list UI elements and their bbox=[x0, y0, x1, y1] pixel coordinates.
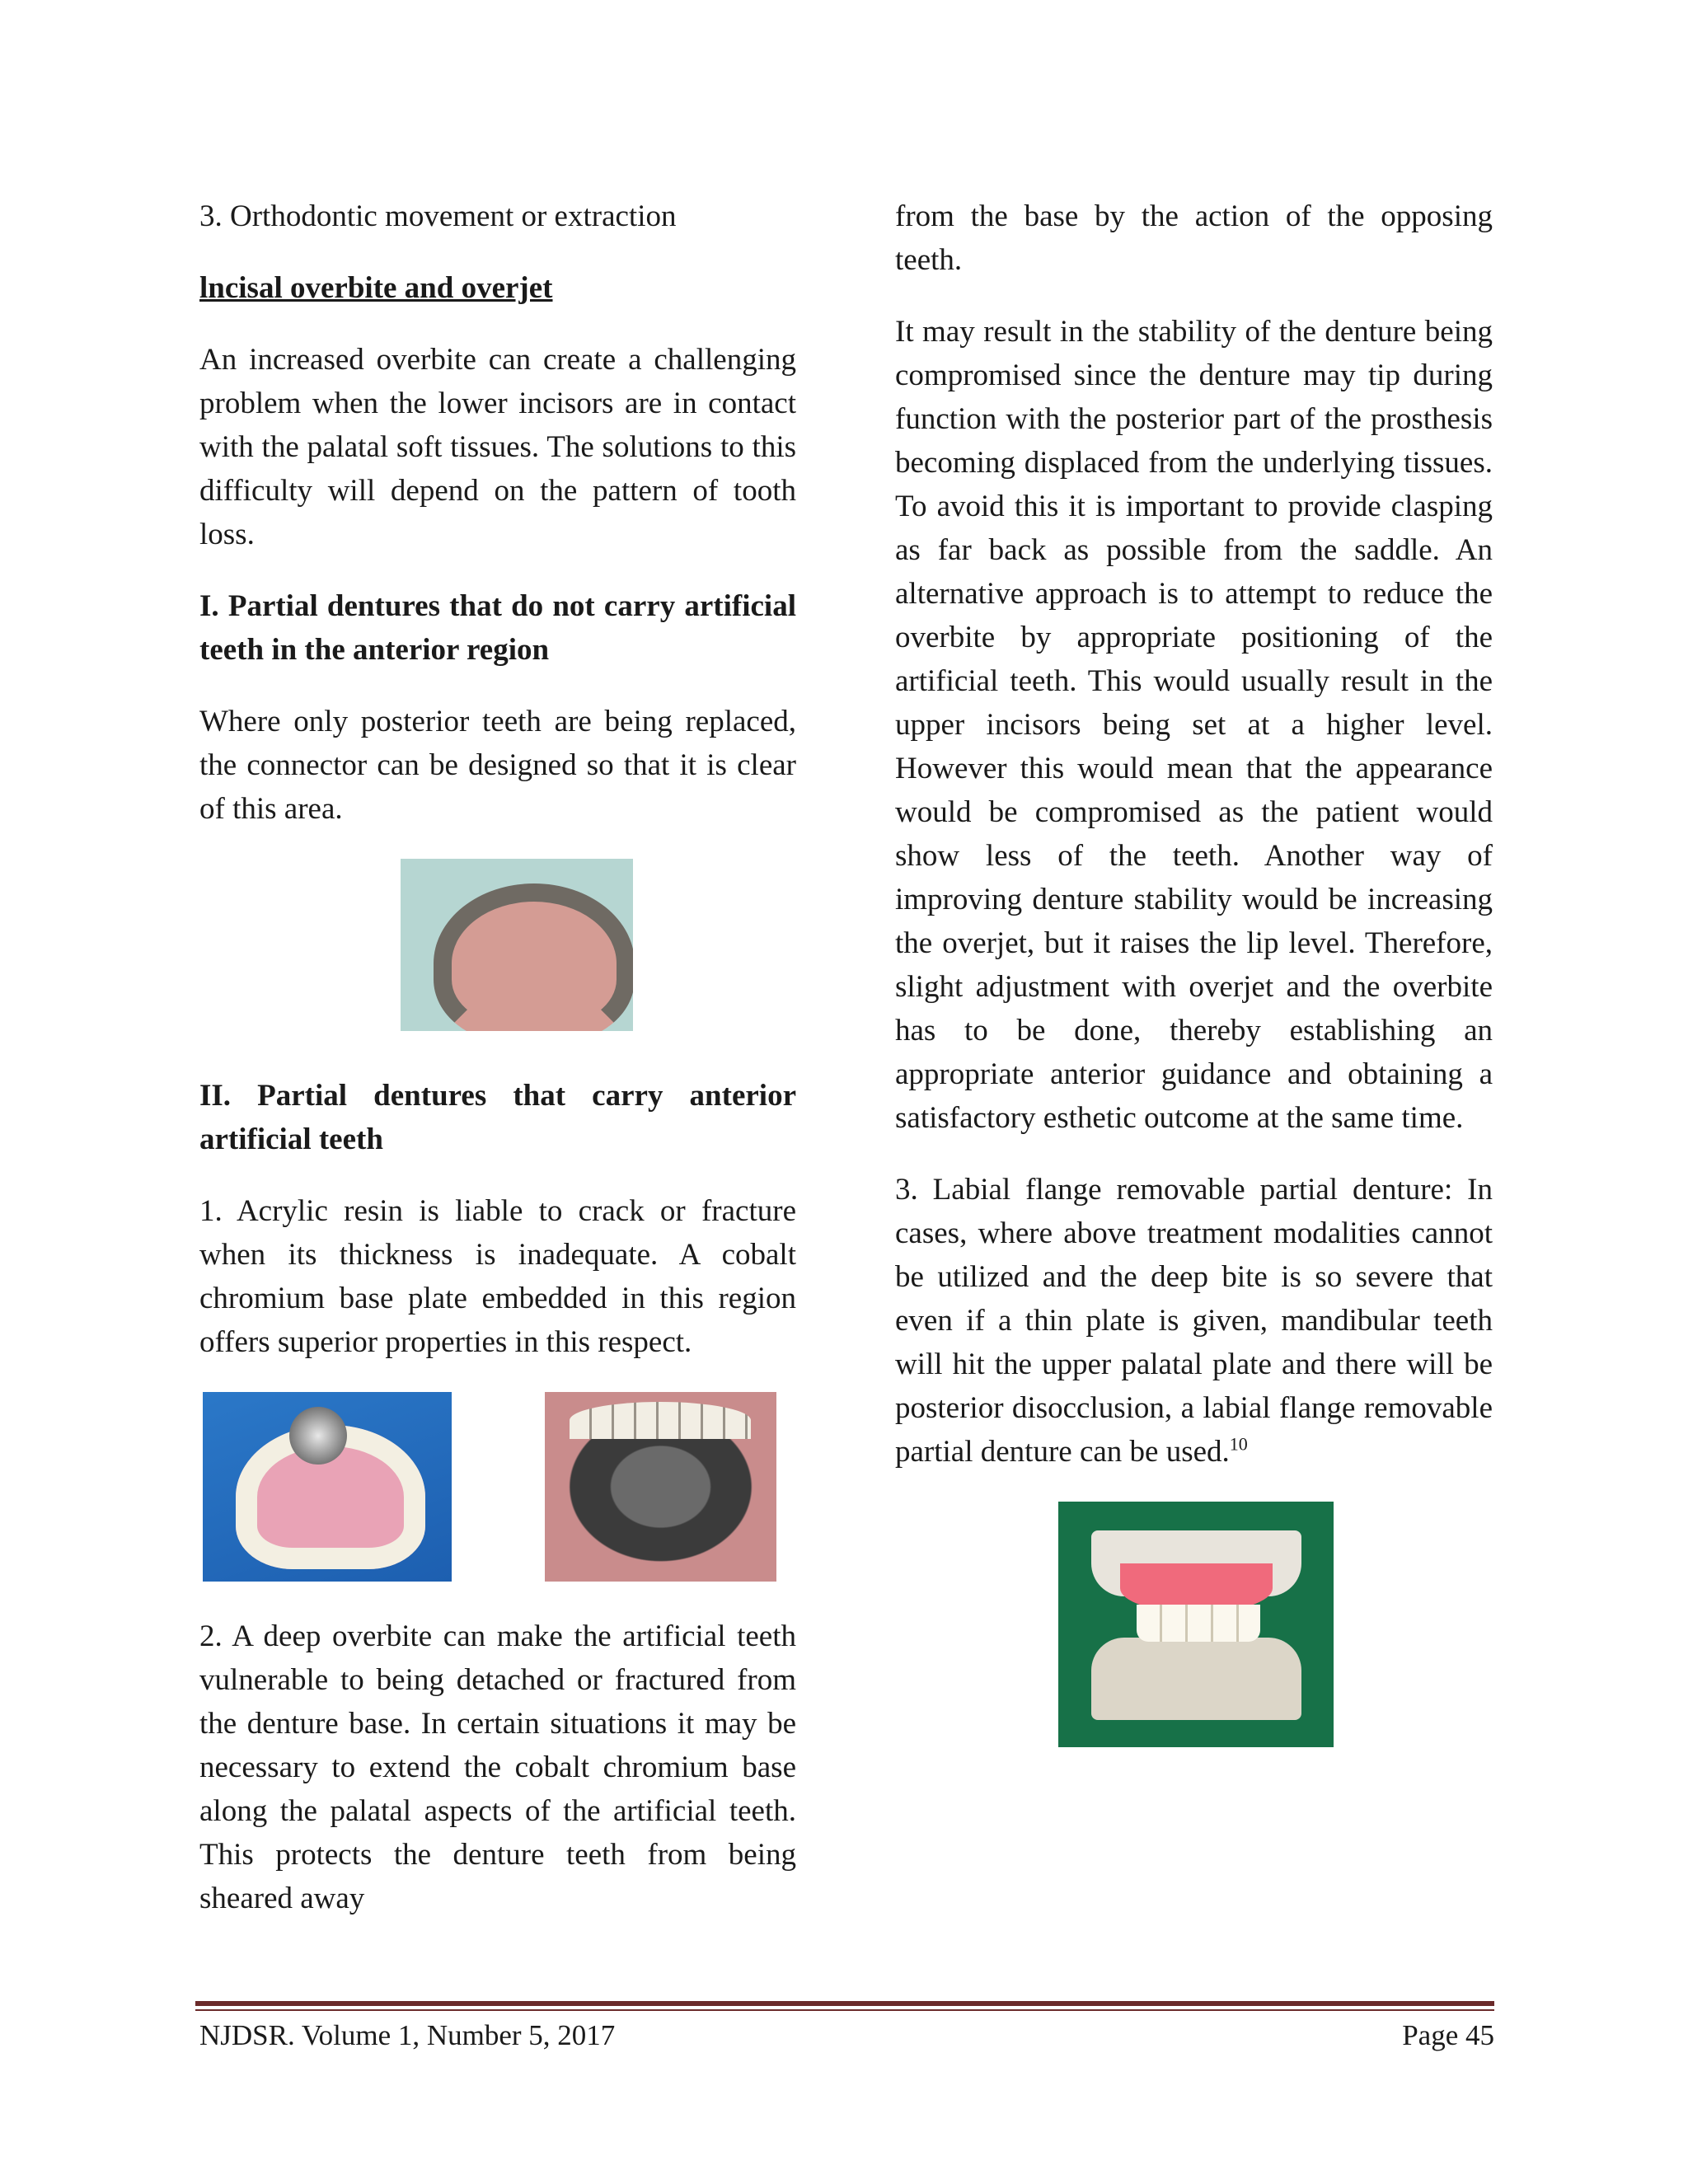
orthodontic-movement-text: 3. Orthodontic movement or extraction bbox=[199, 199, 677, 233]
figure-labial-flange-denture bbox=[1058, 1502, 1334, 1747]
subheading-anterior-teeth: II. Partial dentures that carry anterior artificial teeth bbox=[199, 1079, 796, 1156]
labial-flange-text: 3. Labial flange removable partial denture: In cases, where above treatment modalities cannot be utilized and the deep bite is so severe that even if a thin plate is given, mandibular teeth will hit the upper palatal plate and there will be posterior disocclusion, a labial flange removable partial denture can be used. bbox=[895, 1173, 1493, 1469]
section-heading-incisal-overbite: lncisal overbite and overjet bbox=[199, 271, 553, 305]
denture-arch-image bbox=[434, 883, 633, 1031]
page-footer bbox=[199, 2016, 1494, 2055]
reference-superscript: 10 bbox=[1229, 1433, 1248, 1455]
metal-clasp-image bbox=[289, 1407, 347, 1465]
journal-citation: NJDSR. Volume 1, Number 5, 2017 bbox=[199, 2019, 616, 2051]
figure-cobalt-chromium-base bbox=[545, 1392, 776, 1582]
overbite-intro-paragraph: An increased overbite can create a challenging problem when the lower incisors are in contact with the palatal soft tissues. The solutions to this difficulty will depend on the pattern of tooth loss. bbox=[199, 343, 796, 551]
left-column bbox=[199, 194, 796, 1948]
denture-stability-paragraph: It may result in the stability of the denture being compromised since the denture may tip during function with the posterior part of the prosthesis becoming displaced from the underlying tissues. To avoid this it is important to provide clasping as far back as possible from the saddle. An alternative approach is to attempt to reduce the overbite by appropriate positioning of the artificial teeth. This would usually result in the upper incisors being set at a higher level. However this would mean that the appearance would be compromised as the patient would show less of the teeth. Another way of improving denture stability would be increasing the overjet, but it raises the lip level. Therefore, slight adjustment with overjet and the overbite has to be done, thereby establishing an appropriate anterior guidance and obtaining a satisfactory esthetic outcome at the same time. bbox=[895, 315, 1493, 1135]
opposing-teeth-continuation: from the base by the action of the opposing teeth. bbox=[895, 199, 1493, 277]
artificial-teeth-image bbox=[570, 1402, 751, 1439]
acrylic-resin-paragraph: 1. Acrylic resin is liable to crack or fracture when its thickness is inadequate. A cobalt chromium base plate embedded in this region offers superior properties in this respect. bbox=[199, 1194, 796, 1359]
front-teeth-image bbox=[1137, 1605, 1260, 1642]
figure-acrylic-denture bbox=[203, 1392, 452, 1582]
figure-row-cobalt-chromium bbox=[203, 1392, 776, 1582]
footer-rule-thick bbox=[195, 2001, 1494, 2006]
page-number: Page 45 bbox=[1402, 2019, 1494, 2051]
subheading-no-anterior-teeth: I. Partial dentures that do not carry artificial teeth in the anterior region bbox=[199, 589, 796, 667]
right-column bbox=[895, 194, 1493, 1747]
footer-rule-thin bbox=[195, 2009, 1494, 2011]
posterior-teeth-paragraph: Where only posterior teeth are being replaced, the connector can be designed so that it is clear of this area. bbox=[199, 705, 796, 826]
deep-overbite-paragraph: 2. A deep overbite can make the artificial teeth vulnerable to being detached or fractured from the denture base. In certain situations it may be necessary to extend the cobalt chromium base along the palatal aspects of the artificial teeth. This protects the denture teeth from being sheared away bbox=[199, 1619, 796, 1915]
figure-posterior-partial-denture bbox=[401, 859, 633, 1031]
lower-cast-image bbox=[1091, 1638, 1301, 1720]
labial-flange-paragraph bbox=[895, 1168, 1493, 1474]
